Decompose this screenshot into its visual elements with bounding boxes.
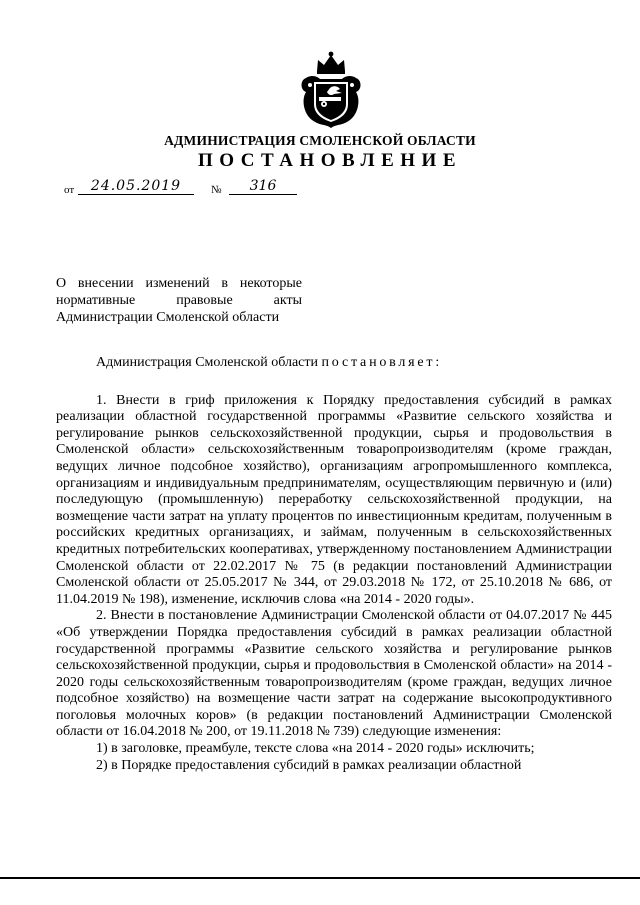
paragraph-1: 1. Внести в гриф приложения к Порядку предоставления субсидий в рамках реализации областной государственной программы «Развитие сельского хозяйства и регулирование рынков сельскохозяйственной продукции, сырья и продовольствия в Смоленской области» сельскохозяйственным товаропроизводителям (кроме граждан, ведущих личное подсобное хозяйство), организациям агропромышленного комплекса, организациям и индивидуальным предпринимателям, осуществляющим первичную и (или) последующую (промышленную) переработку сельскохозяйственной продукции, на возмещение части затрат на уплату процентов по инвестиционным кредитам, полученным в российских кредитных организациях, и займам, полученным в сельскохозяйственных кредитных потребительских кооперативах, утвержденному постановлением Администрации Смоленской области от 22.02.2017 № 75 (в редакции постановлений Администрации Смоленской области от 25.05.2017 № 344, от 29.03.2018 № 172, от 25.10.2018 № 686, от 11.04.2019 № 198), изменение, исключив слова «на 2014 - 2020 годы». [56, 392, 612, 607]
decree-line [56, 355, 612, 372]
number-prefix-label: № [211, 184, 222, 196]
decree-intro: Администрация Смоленской области [96, 355, 319, 370]
handwritten-number: 316 [229, 178, 297, 195]
paragraph-2-item-2: 2) в Порядке предоставления субсидий в рамках реализации областной [96, 757, 522, 773]
organization-title: АДМИНИСТРАЦИЯ СМОЛЕНСКОЙ ОБЛАСТИ [164, 133, 476, 148]
document-type-title: ПОСТАНОВЛЕНИЕ [197, 150, 463, 171]
date-number-line [64, 178, 344, 200]
document-subject: О внесении изменений в некоторые нормативные правовые акты Администрации Смоленской области [56, 276, 302, 325]
handwritten-date: 24.05.2019 [78, 178, 194, 195]
page-bottom-rule [0, 877, 640, 879]
paragraph-2: 2. Внести в постановление Администрации Смоленской области от 04.07.2017 № 445 «Об утверждении Порядка предоставления субсидий в рамках реализации областной государственной программы «Развитие сельского хозяйства и регулирование рынков сельскохозяйственной продукции, сырья и продовольствия в Смоленской области» на 2014 - 2020 годы сельскохозяйственным товаропроизводителям (кроме граждан, ведущих личное подсобное хозяйство) на возмещение части затрат на содержание высокопродуктивного поголовья молочных коров» (в редакции постановлений Администрации Смоленской области от 16.04.2018 № 200, от 19.11.2018 № 739) следующие изменения: [56, 608, 612, 740]
date-prefix-label: от [64, 184, 75, 196]
decree-keyword: постановляет: [321, 355, 443, 370]
coat-of-arms-emblem [298, 50, 364, 128]
paragraph-2-item-1: 1) в заголовке, преамбуле, тексте слова «на 2014 - 2020 годы» исключить; [96, 741, 535, 757]
document-body [56, 355, 612, 774]
